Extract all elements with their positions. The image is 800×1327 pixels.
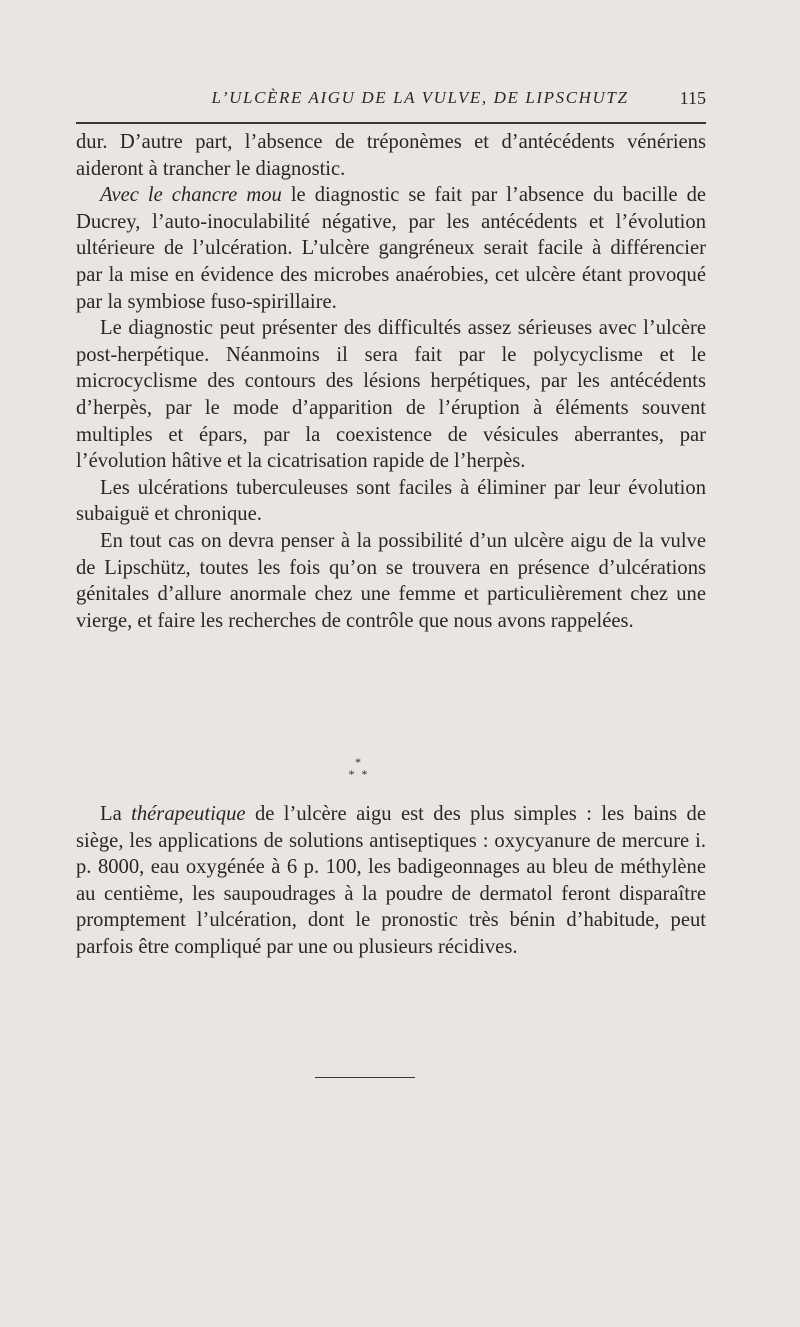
paragraph-text: de l’ulcère aigu est des plus simples : les bains de siège, les applications de solutions antiseptiques : oxycyanure de mercure i. p. 8000, eau oxygénée à 6 p. 100, les badigeonnages au bleu de méthylène au centième, les saupoudrages à la poudre de dermatol feront disparaître promptement l’ulcération, dont le pronostic très bénin d’habitude, peut parfois être compliqué par une ou plusieurs récidives. — [76, 803, 706, 958]
paragraph-diagnosis-end — [76, 129, 706, 182]
body-text — [76, 129, 706, 634]
paragraph-pre: La — [100, 803, 132, 825]
paragraph-text: Le diagnostic peut présenter des difficultés assez sérieuses avec l’ulcère post-herpétique. Néanmoins il sera fait par le polycyclisme et le microcyclisme des contours des lésions herpétiques, par les antécédents d’herpès, par le mode d’apparition de l’éruption à éléments souvent multiples et épars, par la coexistence de vésicules aberrantes, par l’évolution hâtive et la cicatrisation rapide de l’herpès. — [76, 317, 706, 473]
paragraph-post-herpetique — [76, 315, 706, 475]
paragraph-text: le diagnostic se fait par l’absence du bacille de Ducrey, l’auto-inoculabilité négative, par les antécédents et l’évolution ultérieure de l’ulcération. L’ulcère gangréneux serait facile à différencier par la mise en évidence des microbes anaérobies, cet ulcère étant provoqué par la symbiose fuso-spirillaire. — [76, 184, 707, 313]
asterism — [344, 756, 374, 780]
header-rule — [76, 122, 706, 124]
running-title: L’ULCÈRE AIGU DE LA VULVE, DE LIPSCHUTZ — [211, 88, 629, 107]
paragraph-text: dur. D’autre part, l’absence de tréponèmes et d’antécédents vénériens aideront à trancher le diagnostic. — [76, 131, 706, 180]
page-number: 115 — [679, 88, 706, 108]
paragraph-text: En tout cas on devra penser à la possibilité d’un ulcère aigu de la vulve de Lipschütz, toutes les fois qu’on se trouvera en présence d’ulcérations génitales d’allure anormale chez une femme et particulièrement chez une vierge, et faire les recherches de contrôle que nous avons rappelées. — [76, 529, 706, 632]
asterism-top: * — [355, 755, 363, 769]
end-rule — [315, 1077, 415, 1078]
paragraph-therapeutique — [76, 801, 706, 961]
paragraph-lead: Avec le chancre mou — [100, 184, 282, 207]
therapeutics-section — [76, 801, 706, 961]
paragraph-lipschutz — [76, 528, 706, 634]
paragraph-tuberculeuses — [76, 475, 706, 528]
asterism-bottom: * * — [348, 767, 370, 781]
paragraph-emphasis: thérapeutique — [131, 803, 246, 825]
paragraph-text: Les ulcérations tuberculeuses sont faciles à éliminer par leur évolution subaiguë et chronique. — [76, 476, 706, 526]
paragraph-chancre-mou — [76, 182, 706, 315]
page-header — [76, 85, 706, 117]
